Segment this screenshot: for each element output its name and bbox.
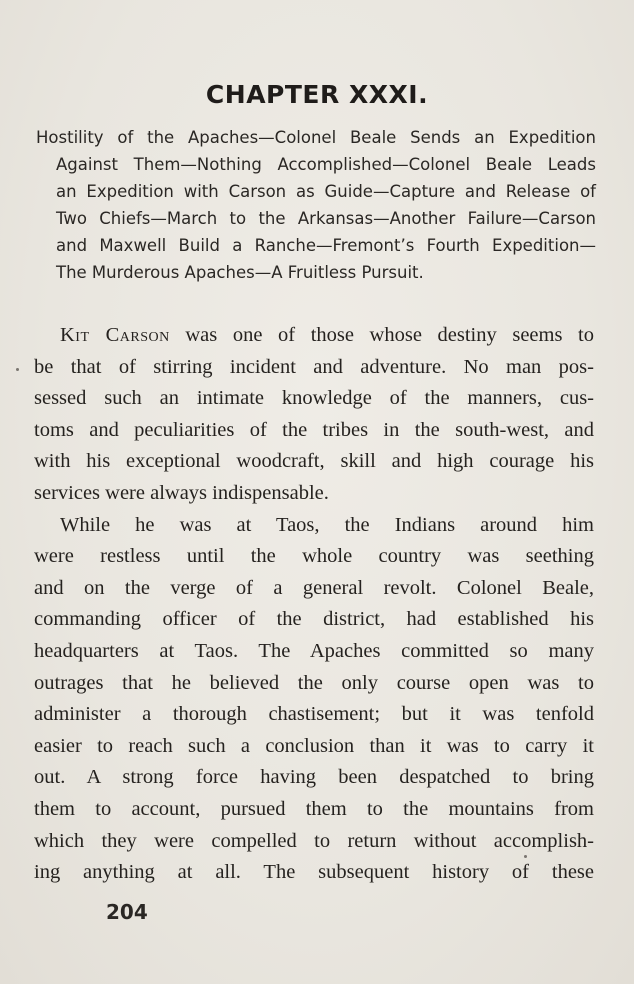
paragraph-2-line: them to account, pursued them to the mountains from <box>34 797 594 820</box>
summary-line: Hostility of the Apaches—Colonel Beale Sends an Expedition <box>36 128 596 147</box>
paragraph-2-line: and on the verge of a general revolt. Colonel Beale, <box>34 576 594 599</box>
paragraph-1-line: services were always indispensable. <box>34 481 329 504</box>
paper-speck <box>524 855 527 858</box>
summary-line: The Murderous Apaches—A Fruitless Pursuit. <box>56 263 424 282</box>
paper-speck <box>16 368 19 371</box>
paragraph-1-line: sessed such an intimate knowledge of the manners, cus- <box>34 387 594 410</box>
paragraph-1-line <box>34 320 594 352</box>
paragraph-2-line: ing anything at all. The subsequent history of these <box>34 861 594 884</box>
paragraph-1-line: be that of stirring incident and adventure. No man pos- <box>34 355 594 378</box>
summary-line: Against Them—Nothing Accomplished—Colonel Beale Leads <box>56 155 596 174</box>
paragraph-2-line: were restless until the whole country was seething <box>34 545 594 568</box>
chapter-summary <box>36 124 596 286</box>
paragraph-1-line: with his exceptional woodcraft, skill and high courage his <box>34 450 594 473</box>
summary-line: Two Chiefs—March to the Arkansas—Another Failure—Carson <box>56 209 596 228</box>
page-number: 204 <box>106 900 148 924</box>
paragraph-2-line: headquarters at Taos. The Apaches committed so many <box>34 639 594 662</box>
summary-line: an Expedition with Carson as Guide—Capture and Release of <box>56 182 596 201</box>
body-text <box>34 320 594 889</box>
summary-line: and Maxwell Build a Ranche—Fremont’s Fourth Expedition— <box>56 236 596 255</box>
paragraph-2-line: which they were compelled to return without accomplish- <box>34 829 594 852</box>
paragraph-2-line: easier to reach such a conclusion than it was to carry it <box>34 734 594 757</box>
paragraph-1-line-rest: was one of those whose destiny seems to <box>169 324 594 346</box>
paragraph-2-line: outrages that he believed the only course open was to <box>34 671 594 694</box>
paragraph-2-line: commanding officer of the district, had established his <box>34 608 594 631</box>
chapter-title: CHAPTER XXXI. <box>205 80 429 109</box>
paragraph-2-line: While he was at Taos, the Indians around him <box>60 513 594 536</box>
paragraph-2-line: out. A strong force having been despatched to bring <box>34 766 594 789</box>
paragraph-1-line: toms and peculiarities of the tribes in the south-west, and <box>34 418 594 441</box>
paragraph-lead-name: Kit Carson <box>60 324 170 346</box>
paragraph-2-line: administer a thorough chastisement; but it was tenfold <box>34 703 594 726</box>
